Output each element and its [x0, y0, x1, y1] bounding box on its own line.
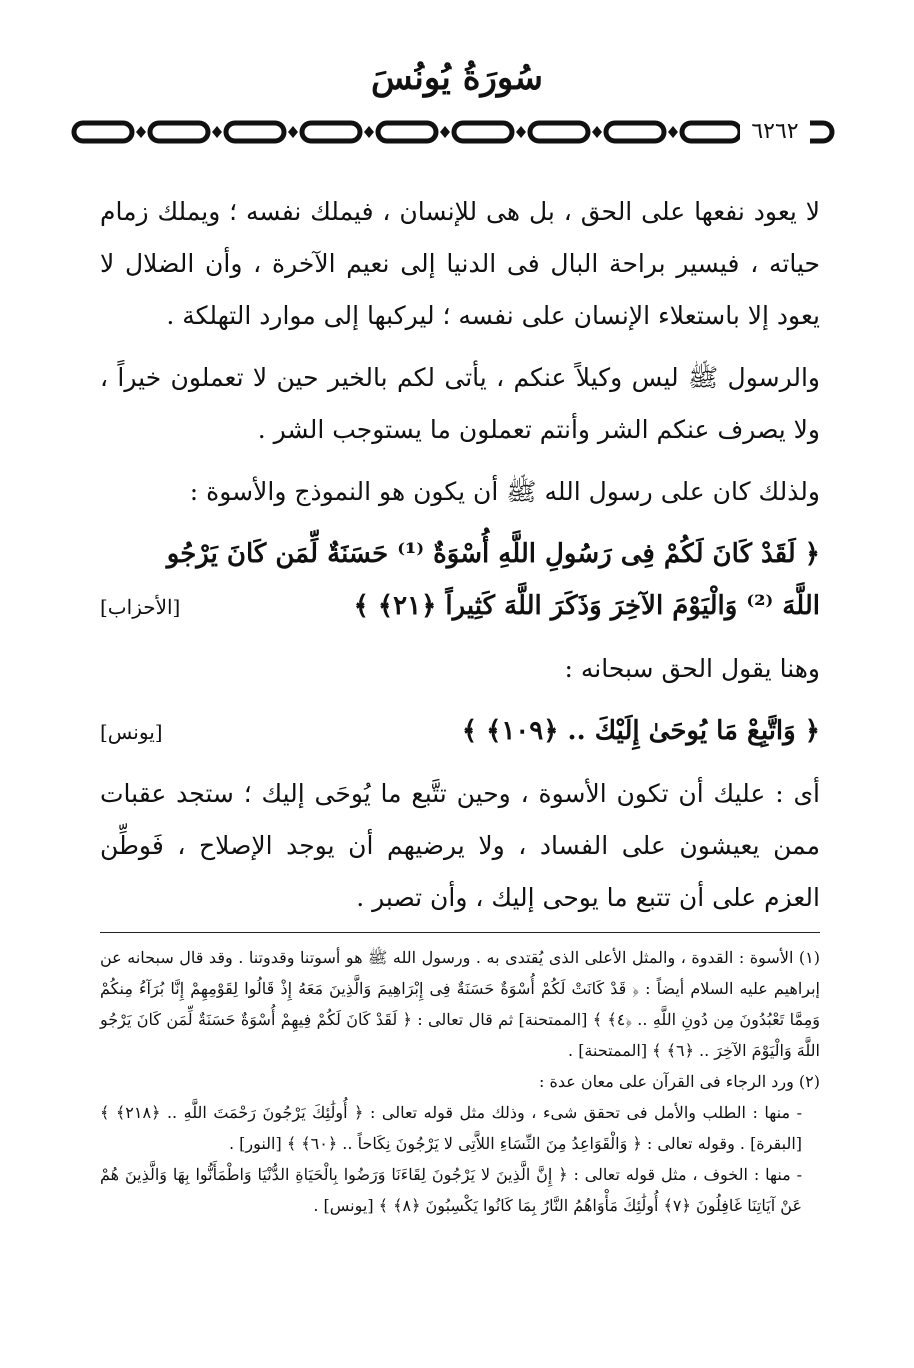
footnote-2-item-1: - منها : الطلب والأمل فى تحقق شىء ، وذلك مثل قوله تعالى : ﴿ أُولَٰئِكَ يَرْجُونَ رَحْمَتَ اللَّهِ .. ﴿٢١٨﴾ ﴾ [البقرة] . وقوله تعالى : ﴿ وَالْقَوَاعِدُ مِنَ النِّسَاءِ اللاَّتِى لا يَرْجُونَ نِكَاحاً .. ﴿٦٠﴾ ﴾ [النور] .: [100, 1103, 803, 1153]
paragraph-5: أى : عليك أن تكون الأسوة ، وحين تتَّبع ما يُوحَى إليك ؛ ستجد عقبات ممن يعيشون على الفساد ، ولا يرضيهم أن يوجد الإصلاح ، فَوطِّن العزم على أن تتبع ما يوحى إليك ، وأن تصبر .: [100, 779, 820, 912]
paragraph-1: لا يعود نفعها على الحق ، بل هى للإنسان ، فيملك نفسه ؛ ويملك زمام حياته ، فيسير براحة البال فى الدنيا إلى نعيم الآخرة ، وأن الضلال لا يعود إلا باستعلاء الإنسان على نفسه ؛ ليركبها إلى موارد التهلكة .: [100, 197, 820, 330]
footnote-2-item-2: - منها : الخوف ، مثل قوله تعالى : ﴿ إِنَّ الَّذِينَ لا يَرْجُونَ لِقَاءَنَا وَرَضُوا بِالْحَيَاةِ الدُّنْيَا وَاطْمَأَنُّوا بِهَا وَالَّذِينَ هُمْ عَنْ آيَاتِنَا غَافِلُونَ ﴿٧﴾ أُولَٰئِكَ مَأْوَاهُمُ النَّارُ بِمَا كَانُوا يَكْسِبُونَ ﴿٨﴾ ﴾ [يونس] .: [100, 1165, 802, 1215]
verse-1-reference: [الأحزاب]: [100, 595, 181, 619]
page-number: ٦٢٦٢: [740, 118, 810, 146]
footnote-1: (١) الأسوة : القدوة ، والمثل الأعلى الذى يُقتدى به . ورسول الله ﷺ هو أسوتنا وقدوتنا . وقد قال سبحانه عن إبراهيم عليه السلام أيضاً : ﴿ قَدْ كَانَتْ لَكُمْ أُسْوَةٌ حَسَنَةٌ فِى إِبْرَاهِيمَ وَالَّذِينَ مَعَهُ إِذْ قَالُوا لِقَوْمِهِمْ إِنَّا بُرَآءُ مِنكُمْ وَمِمَّا تَعْبُدُونَ مِن دُونِ اللَّهِ .. ﴿٤﴾ ﴾ [الممتحنة] ثم قال تعالى : ﴿ لَقَدْ كَانَ لَكُمْ فِيهِمْ أُسْوَةٌ حَسَنَةٌ لِّمَن كَانَ يَرْجُو اللَّهَ وَالْيَوْمَ الآخِرَ .. ﴿٦﴾ ﴾ [الممتحنة] .: [100, 948, 821, 1060]
surah-title: سُورَةُ يُونُسَ: [371, 58, 543, 98]
main-text: [100, 186, 820, 924]
chain-border-ornament: [70, 118, 844, 146]
paragraph-4: وهنا يقول الحق سبحانه :: [564, 654, 820, 683]
paragraph-3: ولذلك كان على رسول الله ﷺ أن يكون هو النموذج والأسوة :: [189, 477, 820, 506]
footnote-2: (٢) ورد الرجاء فى القرآن على معان عدة :: [538, 1072, 820, 1091]
footnote-divider: [100, 932, 820, 933]
verse-1-line-2: اللَّهَ ⁽²⁾ وَالْيَوْمَ الآخِرَ وَذَكَرَ اللَّهَ كَثِيراً ﴿٢١﴾ ﴾: [353, 591, 820, 621]
verse-1-line-1: ﴿ لَقَدْ كَانَ لَكُمْ فِى رَسُولِ اللَّهِ أُسْوَةٌ ⁽¹⁾ حَسَنَةٌ لِّمَن كَانَ يَرْجُو: [166, 539, 820, 569]
verse-2: ﴿ وَاتَّبِعْ مَا يُوحَىٰ إِلَيْكَ .. ﴿١٠٩﴾ ﴾: [461, 716, 820, 746]
verse-2-reference: [يونس]: [100, 720, 163, 744]
paragraph-2: والرسول ﷺ ليس وكيلاً عنكم ، يأتى لكم بالخير حين لا تعملون خيراً ، ولا يصرف عنكم الشر وأنتم تعملون ما يستوجب الشر .: [100, 363, 820, 444]
footnotes: [100, 942, 820, 1221]
